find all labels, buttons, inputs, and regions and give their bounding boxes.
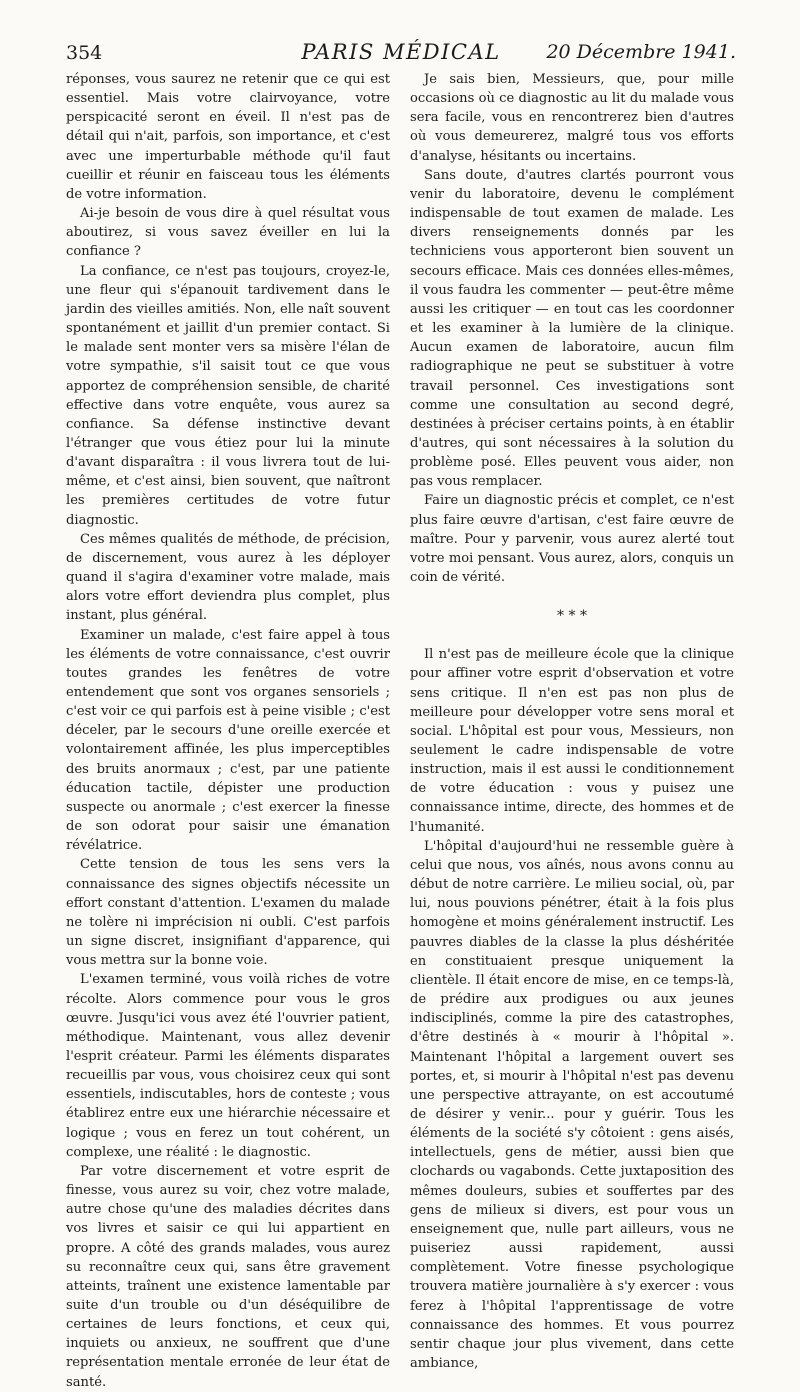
- paragraph: Je sais bien, Messieurs, que, pour mille occasions où ce diagnostic au lit du malade vous sera facile, vous en rencontrerez bien d'autres où vous demeurerez, malgré tous vos efforts d'analyse, hésitants ou incertains.: [410, 72, 734, 164]
- paragraph: Ces mêmes qualités de méthode, de précision, de discernement, vous aurez à les déployer quand il s'agira d'examiner votre malade, mais alors votre effort deviendra plus complet, plus instant, plus général.: [66, 531, 390, 624]
- paragraph: Sans doute, d'autres clartés pourront vous venir du laboratoire, devenu le complément indispensable de tout examen de malade. Les divers renseignements donnés par les techniciens vous apporteront bien souvent un secours efficace. Mais ces données elles-mêmes, il vous faudra les commenter — peut-être même aussi les critiquer — en tout cas les coordonner et les examiner à la lumière de la clinique. Aucun examen de laboratoire, aucun film radiographique ne peut se substituer à votre travail personnel. Ces investigations sont comme une consultation au second degré, destinées à préciser certains points, à en établir d'autres, qui sont nécessaires à la solution du problème posé. Elles peuvent vous aider, non pas vous remplacer.: [410, 167, 734, 490]
- paragraph: Faire un diagnostic précis et complet, ce n'est plus faire œuvre d'artisan, c'est faire œuvre de maître. Pour y parvenir, vous aurez alerté tout votre moi pensant. Vous aurez, alors, conquis un coin de vérité.: [410, 493, 734, 586]
- left-column: [66, 70, 390, 1392]
- journal-title: PARIS MÉDICAL: [301, 40, 501, 64]
- paragraph: L'hôpital d'aujourd'hui ne ressemble guère à celui que nous, vos aînés, nous avons connu au début de notre carrière. Le milieu social, où, par lui, nous pouvions pénétrer, était à la fois plus homogène et moins généralement instructif. Les pauvres diables de la classe la plus déshéritée en constituaient presque uniquement la clientèle. Il était encore de mise, en ce temps-là, de prédire aux prodigues ou aux jeunes indisciplinés, comme la pire des catastrophes, d'être destinés à « mourir à l'hôpital ». Maintenant l'hôpital a largement ouvert ses portes, et, si mourir à l'hôpital n'est pas devenu une perspective attrayante, on est accoutumé de désirer y venir... pour y guérir. Tous les éléments de la société s'y côtoient : gens aisés, intellectuels, gens de métier, aussi bien que clochards ou vagabonds. Cette juxtaposition des mêmes douleurs, subies et souffertes par des gens de milieux si divers, est pour vous un enseignement que, nulle part ailleurs, vous ne puiseriez aussi rapidement, aussi complètement. Votre finesse psychologique trouvera matière journalière à s'y exercer : vous ferez à l'hôpital l'apprentissage de votre connaissance des hommes. Et vous pourrez sentir chaque jour plus vivement, dans cette ambiance,: [410, 838, 734, 1371]
- paragraph: Ai-je besoin de vous dire à quel résultat vous aboutirez, si vous savez éveiller en lui la confiance ?: [66, 206, 390, 260]
- right-column: [410, 70, 734, 1373]
- paragraph: Par votre discernement et votre esprit de finesse, vous aurez su voir, chez votre malade, autre chose qu'une des maladies décrites dans vos livres et saisir ce qui lui appartient en propre. A côté des grands malades, vous aurez su reconnaître ceux qui, sans être gravement atteints, traînent une existence lamentable par suite d'un trouble ou d'un déséquilibre de certaines de leurs fonctions, et ceux qui, inquiets ou anxieux, ne souffrent que d'une représentation mentale erronée de leur état de santé.: [66, 1163, 390, 1390]
- section-separator: [410, 587, 734, 645]
- paragraph: La confiance, ce n'est pas toujours, croyez-le, une fleur qui s'épanouit tardivement dans le jardin des vieilles amitiés. Non, elle naît souvent spontanément et jaillit d'un premier contact. Si le malade sent monter vers sa misère l'élan de votre sympathie, s'il saisit tout ce que vous apportez de compréhension sensible, de charité effective dans votre enquête, vous aurez sa confiance. Sa défense instinctive devant l'étranger que vous étiez pour lui la minute d'avant disparaîtra : il vous livrera tout de lui-même, et c'est ainsi, bien souvent, que naîtront les premières certitudes de votre futur diagnostic.: [66, 263, 390, 528]
- paragraph: L'examen terminé, vous voilà riches de votre récolte. Alors commence pour vous le gros œuvre. Jusqu'ici vous avez été l'ouvrier patient, méthodique. Maintenant, vous allez devenir l'esprit créateur. Parmi les éléments disparates recueillis par vous, vous choisirez ceux qui sont essentiels, indiscutables, hors de conteste ; vous établirez entre eux une hiérarchie nécessaire et logique ; vous en ferez un tout cohérent, un complexe, une réalité : le diagnostic.: [66, 972, 390, 1160]
- paragraph: Il n'est pas de meilleure école que la clinique pour affiner votre esprit d'observation et votre sens critique. Il n'en est pas non plus de meilleure pour développer votre sens moral et social. L'hôpital est pour vous, Messieurs, non seulement le cadre indispensable de votre instruction, mais il est aussi le conditionnement de votre éducation : vous y puisez une connaissance intime, directe, des hommes et de l'humanité.: [410, 647, 734, 835]
- separator-glyph: * * *: [557, 608, 587, 625]
- issue-date: 20 Décembre 1941.: [546, 41, 736, 63]
- paragraph: réponses, vous saurez ne retenir que ce qui est essentiel. Mais votre clairvoyance, votre perspicacité seront en éveil. Il n'est pas de détail qui n'ait, parfois, son importance, et c'est avec une imperturbable méthode qu'il faut cueillir et réunir en faisceau tous les éléments de votre information.: [66, 72, 390, 202]
- paragraph: Examiner un malade, c'est faire appel à tous les éléments de votre connaissance, c'est ouvrir toutes grandes les fenêtres de votre entendement que sont vos organes sensoriels ; c'est voir ce qui parfois est à peine visible ; c'est déceler, par le secours d'une oreille exercée et volontairement affinée, les plus imperceptibles des bruits anormaux ; c'est, par une patiente éducation tactile, dépister une production suspecte ou anormale ; c'est exercer la finesse de son odorat pour saisir une émanation révélatrice.: [66, 627, 390, 854]
- running-header: [66, 36, 736, 70]
- page-number: 354: [66, 42, 103, 64]
- paragraph: Cette tension de tous les sens vers la connaissance des signes objectifs nécessite un effort constant d'attention. L'examen du malade ne tolère ni imprécision ni oubli. C'est parfois un signe discret, insignifiant d'apparence, qui vous mettra sur la bonne voie.: [66, 857, 390, 969]
